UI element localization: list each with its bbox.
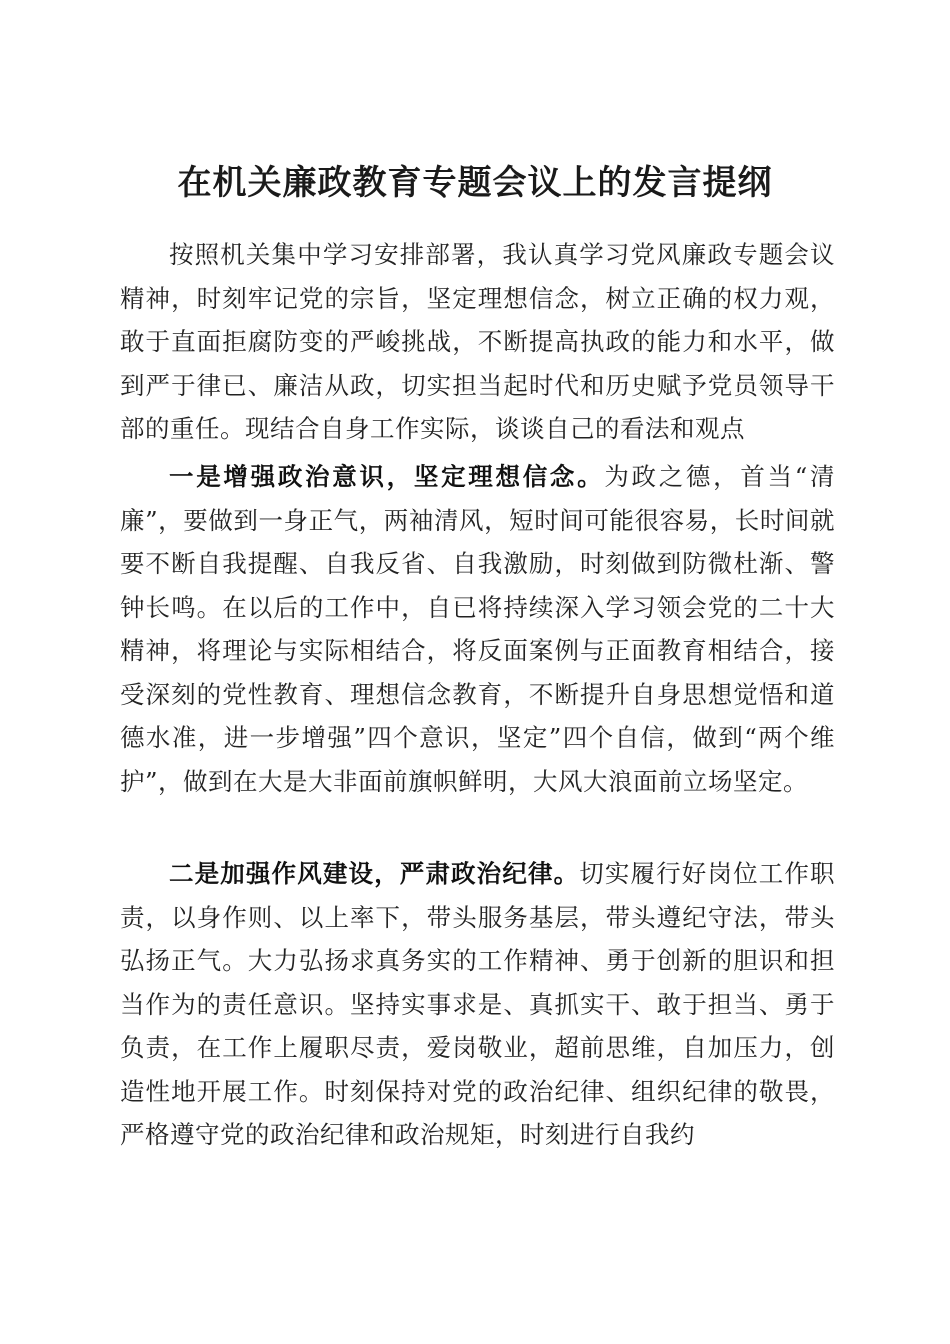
paragraph-body: 切实履行好岗位工作职责，以身作则、以上率下，带头服务基层，带头遵纪守法，带头弘扬正气。大力弘扬求真务实的工作精神、勇于创新的胆识和担当作为的责任意识。坚持实事求是、真抓实干、敢于担当、勇于负责，在工作上履职尽责，爱岗敬业，超前思维，自加压力，创造性地开展工作。时刻保持对党的政治纪律、组织纪律的敬畏，严格遵守党的政治纪律和政治规矩，时刻进行自我约: [120, 859, 836, 1149]
paragraph-point-one: [120, 455, 835, 803]
paragraph-body: 为政之德，首当“清廉”，要做到一身正气，两袖清风，短时间可能很容易，长时间就要不断自我提醒、自我反省、自我激励，时刻做到防微杜渐、警钟长鸣。在以后的工作中，自已将持续深入学习领会党的二十大精神，将理论与实际相结合，将反面案例与正面教育相结合，接受深刻的党性教育、理想信念教育，不断提升自身思想觉悟和道德水准，进一步增强”四个意识，坚定”四个自信，做到“两个维护”，做到在大是大非面前旗帜鲜明，大风大浪面前立场坚定。: [120, 462, 835, 796]
paragraph-lead: 一是增强政治意识，坚定理想信念。: [169, 462, 605, 491]
paragraph-text: [120, 852, 835, 1157]
paragraph-text: [120, 233, 835, 451]
paragraph-body: 按照机关集中学习安排部署，我认真学习党风廉政专题会议精神，时刻牢记党的宗旨，坚定理想信念，树立正确的权力观，敢于直面拒腐防变的严峻挑战，不断提高执政的能力和水平，做到严于律已、廉洁从政，切实担当起时代和历史赋予党员领导干部的重任。现结合自身工作实际，谈谈自己的看法和观点: [120, 240, 835, 443]
paragraph-text: [120, 455, 835, 803]
paragraph-point-two: [120, 852, 835, 1157]
paragraph-intro: [120, 233, 835, 451]
paragraph-lead: 二是加强作风建设，严肃政治纪律。: [169, 859, 580, 888]
document-title: 在机关廉政教育专题会议上的发言提纲: [177, 162, 773, 203]
